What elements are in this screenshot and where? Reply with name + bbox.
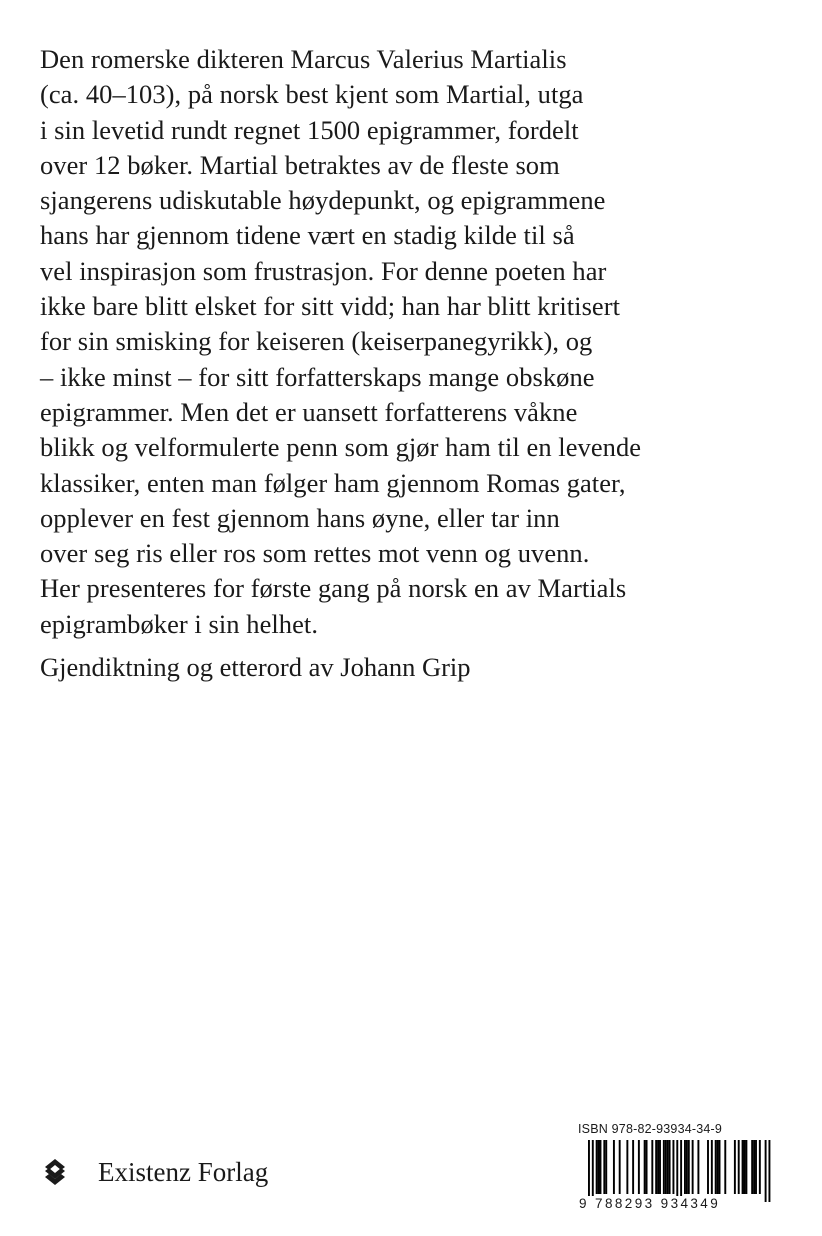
blurb-line: over seg ris eller ros som rettes mot venn og uvenn. [40,538,590,569]
blurb-line: vel inspirasjon som frustrasjon. For denne poeten har [40,255,607,286]
barcode-bar [605,1140,607,1194]
blurb-line: blikk og velformulerte penn som gjør ham til en levende [40,432,642,463]
barcode-bar [688,1140,690,1194]
barcode-bar [751,1140,753,1194]
barcode-bar [724,1140,726,1194]
blurb-line: i sin levetid rundt regnet 1500 epigrammer, fordelt [40,114,579,145]
blurb-line: opplever en fest gjennom hans øyne, eller tar inn [40,502,560,533]
barcode-bar [745,1140,747,1194]
blurb-line: Her presenteres for første gang på norsk en av Martials [40,573,627,604]
blurb-line: – ikke minst – for sitt forfatterskaps mange obskøne [40,361,595,392]
blurb-line: hans har gjennom tidene vært en stadig kilde til så [40,220,575,251]
blurb-line: sjangerens udiskutable høydepunkt, og epigrammene [40,185,606,216]
barcode-bar [619,1140,621,1194]
barcode-bar [632,1140,634,1194]
barcode-bar [592,1140,594,1202]
barcode-bar [667,1140,669,1194]
barcode-bar [613,1140,615,1194]
barcode-bar [655,1140,657,1194]
barcode-bar [672,1140,674,1194]
blurb-line: over 12 bøker. Martial betraktes av de fleste som [40,149,560,180]
blurb-line: epigrammer. Men det er uansett forfatterens våkne [40,396,578,427]
blurb-line: (ca. 40–103), på norsk best kjent som Martial, utga [40,79,584,110]
barcode-bar [719,1140,721,1194]
back-cover-blurb [40,42,800,642]
barcode-bar [657,1140,659,1194]
barcode-bar [715,1140,717,1194]
publisher-name: Existenz Forlag [98,1157,269,1187]
barcode-bar [659,1140,661,1194]
publisher-imprint [40,1152,268,1192]
barcode-bar [692,1140,694,1194]
barcode-bar [684,1140,686,1194]
barcode-digits: 9 788293 934349 [579,1196,721,1211]
isbn-label: ISBN 978-82-93934-34-9 [578,1122,723,1136]
barcode-bar [626,1140,628,1194]
blurb-line: Den romerske dikteren Marcus Valerius Martialis [40,44,567,74]
barcode-bar [646,1140,648,1194]
barcode-bar [734,1140,736,1194]
barcode-bar [759,1140,761,1194]
isbn-barcode [574,1118,780,1220]
barcode-bar [753,1140,755,1194]
barcode-bar [755,1140,757,1194]
translator-credit: Gjendiktning og etterord av Johann Grip [40,652,471,682]
existenz-logo-icon [40,1157,70,1187]
barcode-bar [600,1140,602,1194]
blurb-line: for sin smisking for keiseren (keiserpanegyrikk), og [40,326,593,357]
barcode-bar [644,1140,646,1194]
barcode-bar [686,1140,688,1194]
barcode-bar [717,1140,719,1194]
barcode-bar [596,1140,598,1194]
barcode-bar [638,1140,640,1194]
barcode-bar [768,1140,770,1202]
blurb-line: ikke bare blitt elsket for sitt vidd; han har blitt kritisert [40,291,621,322]
blurb-line: klassiker, enten man følger ham gjennom Romas gater, [40,467,626,498]
barcode-bar [711,1140,713,1194]
barcode-bar [742,1140,744,1194]
barcode-bar [697,1140,699,1194]
barcode-bar [598,1140,600,1194]
barcode-bar [765,1140,767,1202]
barcode-bar [603,1140,605,1194]
barcode-bar [665,1140,667,1194]
barcode-bar [707,1140,709,1194]
barcode-bar [588,1140,590,1202]
barcode-bar [680,1140,682,1202]
blurb-line: epigrambøker i sin helhet. [40,608,318,639]
barcode-bar [651,1140,653,1194]
barcode-bar [669,1140,671,1194]
barcode-bar [738,1140,740,1194]
barcode-bar [663,1140,665,1194]
barcode-bar [744,1140,746,1194]
barcode-bar [676,1140,678,1202]
